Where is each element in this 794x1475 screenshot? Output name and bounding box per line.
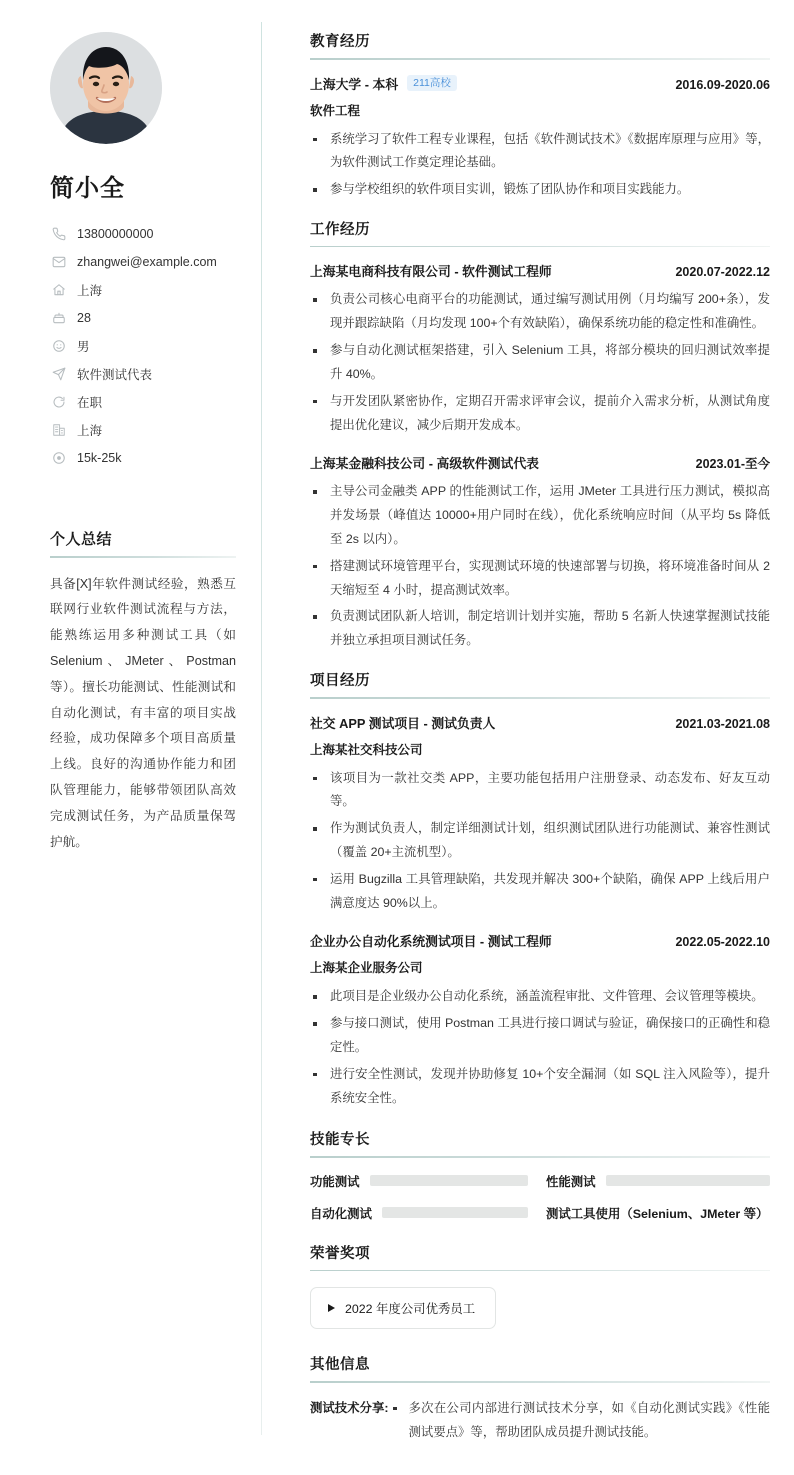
contact-item-work-city[interactable] — [50, 417, 236, 442]
summary-text: 具备[X]年软件测试经验，熟悉互联网行业软件测试流程与方法，能熟练运用多种测试工具（如 Selenium、JMeter、Postman 等）。擅长功能测试、性能测试和自动化测试，有丰富的项目实战经验，成功保障多个项目高质量上线。良好的沟通协作能力和团队管理能力，能够带领团队高效完成测试任务，为产品质量保驾护航。 — [50, 576, 236, 849]
list-item: 与开发团队紧密协作，定期召开需求评审会议，提前介入需求分析，从测试角度提出优化建议，减少后期开发成本。 — [310, 390, 770, 438]
list-item: 参与学校组织的软件项目实训，锻炼了团队协作和项目实践能力。 — [310, 178, 770, 202]
bullet-list — [310, 288, 770, 437]
work-heading: 工作经历 — [310, 221, 370, 238]
contact-value: 13800000000 — [77, 226, 154, 241]
entry-header — [310, 261, 770, 280]
gender-icon — [50, 339, 68, 353]
skill-label: 测试工具使用（Selenium、JMeter 等） — [546, 1206, 769, 1221]
entry-date: 2022.05-2022.10 — [675, 935, 770, 950]
honors-heading: 荣誉奖项 — [310, 1245, 370, 1262]
avatar — [50, 32, 162, 144]
work-entry — [310, 453, 770, 653]
home-icon — [50, 283, 68, 297]
entry-date: 2016.09-2020.06 — [675, 77, 770, 92]
mail-icon — [50, 255, 68, 269]
skill-progress-track — [382, 1207, 528, 1218]
summary-section — [50, 528, 236, 855]
list-item: 作为测试负责人，制定详细测试计划，组织测试团队进行功能测试、兼容性测试（覆盖 20+主流机型）。 — [310, 817, 770, 865]
bullet-list — [310, 480, 770, 653]
summary-heading: 个人总结 — [50, 531, 113, 548]
contact-value: 男 — [77, 339, 90, 354]
projects-heading: 项目经历 — [310, 673, 370, 689]
contact-value: 28 — [77, 310, 91, 325]
list-item: 该项目为一款社交类 APP，主要功能包括用户注册登录、动态发布、好友互动等。 — [310, 767, 770, 815]
other-text: 多次在公司内部进行测试技术分享，如《自动化测试实践》《性能测试要点》等，帮助团队成员提升测试技能。 — [388, 1397, 770, 1445]
sidebar — [0, 0, 262, 1475]
list-item: 负责公司核心电商平台的功能测试，通过编写测试用例（月均编写 200+条），发现并跟踪缺陷（月均发现 100+个有效缺陷），确保系统功能的稳定性和准确性。 — [310, 288, 770, 336]
project-entry — [310, 713, 770, 916]
entry-date: 2020.07-2022.12 — [675, 265, 770, 280]
contact-value: 上海 — [77, 423, 103, 438]
bullet-list — [310, 767, 770, 916]
list-item: 负责测试团队新人培训，制定培训计划并实施，帮助 5 名新人快速掌握测试技能并独立承担项目测试任务。 — [310, 605, 770, 653]
work-entry — [310, 261, 770, 437]
status-badge: 211高校 — [407, 75, 457, 92]
bullet-list — [310, 985, 770, 1110]
entry-header — [310, 713, 770, 732]
skills-heading: 技能专长 — [310, 1132, 370, 1149]
section-divider — [310, 58, 770, 60]
section-divider — [310, 1381, 770, 1383]
contact-list — [50, 221, 236, 470]
main-column — [262, 0, 794, 1475]
contact-item-email[interactable] — [50, 249, 236, 274]
contact-value: 上海 — [77, 283, 103, 298]
contact-item-phone[interactable] — [50, 221, 236, 246]
skill-label: 功能测试 — [310, 1174, 360, 1189]
skill-label: 自动化测试 — [310, 1206, 372, 1221]
bullet-list — [310, 128, 770, 202]
skill-item — [546, 1172, 770, 1190]
company-title: 上海某金融科技公司 - 高级软件测试代表 — [310, 456, 539, 472]
section-divider — [310, 697, 770, 699]
contact-item-status[interactable] — [50, 389, 236, 414]
education-section — [310, 30, 770, 202]
skill-item — [310, 1172, 528, 1190]
honors-section — [310, 1242, 770, 1330]
contact-item-gender[interactable] — [50, 333, 236, 358]
section-divider — [310, 1156, 770, 1158]
list-item: 运用 Bugzilla 工具管理缺陷，共发现并解决 300+个缺陷，确保 APP 上线后用户满意度达 90%以上。 — [310, 868, 770, 916]
summary-divider — [50, 556, 236, 558]
avatar-portrait-icon — [50, 32, 162, 144]
contact-item-age[interactable] — [50, 305, 236, 330]
contact-value: 软件测试代表 — [77, 367, 153, 382]
entry-date: 2021.03-2021.08 — [675, 716, 770, 731]
honor-card[interactable] — [310, 1287, 496, 1329]
triangle-right-icon — [328, 1304, 335, 1312]
education-heading: 教育经历 — [310, 34, 370, 50]
contact-value: 15k-25k — [77, 450, 122, 465]
entry-header — [310, 453, 770, 472]
contact-item-position[interactable] — [50, 361, 236, 386]
honor-label: 2022 年度公司优秀员工 — [345, 1302, 476, 1317]
other-item — [310, 1397, 770, 1445]
section-divider — [310, 1270, 770, 1272]
work-section — [310, 218, 770, 653]
other-label: 测试技术分享: — [310, 1400, 389, 1415]
skills-section — [310, 1128, 770, 1222]
phone-icon — [50, 227, 68, 241]
refresh-icon — [50, 395, 68, 409]
skill-progress-track — [370, 1175, 528, 1186]
skills-grid — [310, 1172, 770, 1222]
contact-item-city[interactable] — [50, 277, 236, 302]
send-icon — [50, 367, 68, 381]
salary-icon — [50, 451, 68, 465]
building-icon — [50, 423, 68, 437]
entry-date: 2023.01-至今 — [695, 457, 770, 472]
other-section — [310, 1353, 770, 1444]
list-item: 主导公司金融类 APP 的性能测试工作，运用 JMeter 工具进行压力测试，模拟高并发场景（峰值达 10000+用户同时在线），优化系统响应时间（从平均 5s 降低至 2s 以内）。 — [310, 480, 770, 551]
project-title: 社交 APP 测试项目 - 测试负责人 — [310, 715, 496, 731]
major-name: 软件工程 — [310, 103, 361, 118]
list-item: 系统学习了软件工程专业课程，包括《软件测试技术》《数据库原理与应用》等，为软件测试工作奠定理论基础。 — [310, 128, 770, 176]
person-name: 简小全 — [50, 175, 125, 202]
section-divider — [310, 246, 770, 248]
skill-label: 性能测试 — [546, 1174, 596, 1189]
education-entry — [310, 74, 770, 202]
project-company: 上海某企业服务公司 — [310, 961, 423, 976]
project-entry — [310, 931, 770, 1110]
company-title: 上海某电商科技有限公司 - 软件测试工程师 — [310, 264, 552, 280]
entry-header — [310, 74, 770, 93]
other-heading: 其他信息 — [310, 1357, 370, 1374]
list-item: 此项目是企业级办公自动化系统，涵盖流程审批、文件管理、会议管理等模块。 — [310, 985, 770, 1009]
skill-item — [310, 1204, 528, 1222]
list-item: 进行安全性测试，发现并协助修复 10+个安全漏洞（如 SQL 注入风险等），提升系统安全性。 — [310, 1063, 770, 1111]
school-title — [310, 74, 457, 93]
contact-item-salary[interactable] — [50, 445, 236, 470]
skill-progress-track — [606, 1175, 770, 1186]
school-name: 上海大学 - 本科 — [310, 76, 399, 92]
project-title: 企业办公自动化系统测试项目 - 测试工程师 — [310, 934, 552, 950]
cake-icon — [50, 311, 68, 325]
entry-header — [310, 931, 770, 950]
contact-value: 在职 — [77, 395, 103, 410]
contact-value: zhangwei@example.com — [77, 254, 217, 269]
list-item: 参与自动化测试框架搭建，引入 Selenium 工具，将部分模块的回归测试效率提升 40%。 — [310, 339, 770, 387]
skill-item — [546, 1204, 770, 1222]
projects-section — [310, 669, 770, 1110]
list-item: 搭建测试环境管理平台，实现测试环境的快速部署与切换，将环境准备时间从 2 天缩短至 4 小时，提高测试效率。 — [310, 555, 770, 603]
project-company: 上海某社交科技公司 — [310, 742, 423, 757]
list-item: 参与接口测试，使用 Postman 工具进行接口调试与验证，确保接口的正确性和稳定性。 — [310, 1012, 770, 1060]
